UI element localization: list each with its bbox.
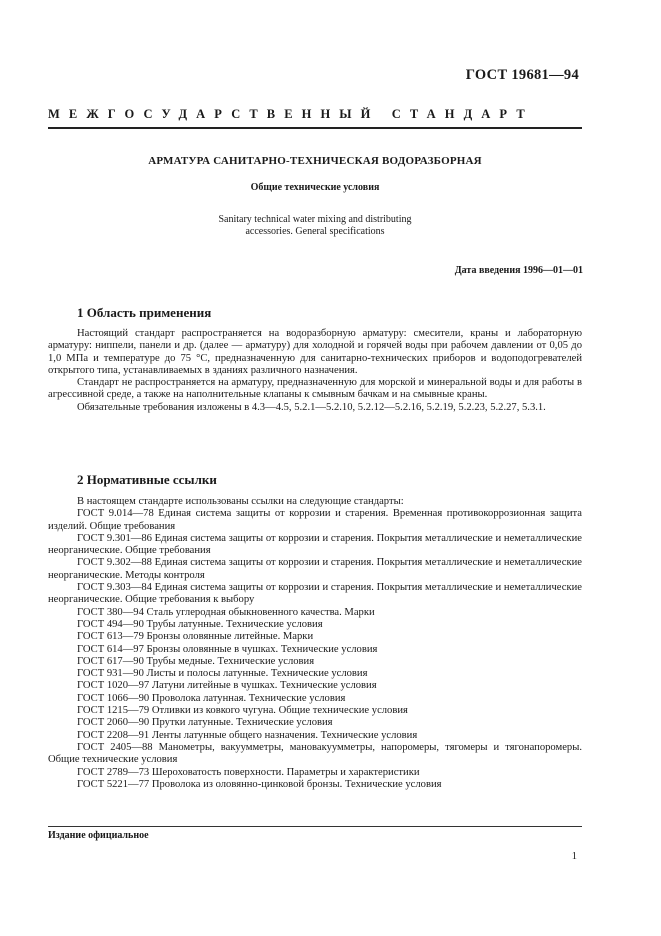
reference-item: ГОСТ 494—90 Трубы латунные. Технические условия <box>77 618 323 630</box>
section-2-heading: 2 Нормативные ссылки <box>77 472 217 487</box>
section-1-paragraph: Стандарт не распространяется на арматуру, предназначенную для морской и минеральной воды и для работы в агрессивной среде, а также на наполнительные клапаны к смывным бачкам и на смывные краны. <box>48 377 582 401</box>
document-subtitle: Общие технические условия <box>250 182 380 193</box>
edition-note: Издание официальное <box>48 830 149 841</box>
reference-item: ГОСТ 1215—79 Отливки из ковкого чугуна. Общие технические условия <box>77 705 408 717</box>
reference-item: ГОСТ 9.301—86 Единая система защиты от коррозии и старения. Покрытия металлические и неметаллические неорганические. Общие требования <box>48 532 582 557</box>
reference-item: ГОСТ 9.302—88 Единая система защиты от коррозии и старения. Покрытия металлические и неметаллические неорганические. Методы контроля <box>48 557 582 581</box>
section-1-body <box>48 328 582 414</box>
document-title: АРМАТУРА САНИТАРНО-ТЕХНИЧЕСКАЯ ВОДОРАЗБОРНАЯ <box>148 155 482 167</box>
reference-item: ГОСТ 931—90 Листы и полосы латунные. Технические условия <box>77 668 368 680</box>
reference-item: ГОСТ 617—90 Трубы медные. Технические условия <box>77 655 315 667</box>
reference-item: ГОСТ 2789—73 Шероховатость поверхности. Параметры и характеристики <box>77 766 420 778</box>
section-2-intro: В настоящем стандарте использованы ссылки на следующие стандарты: <box>77 496 404 507</box>
reference-item: ГОСТ 9.014—78 Единая система защиты от коррозии и старения. Временная противокоррозионная защита изделий. Общие требования <box>48 508 582 532</box>
reference-item: ГОСТ 5221—77 Проволока из оловянно-цинковой бронзы. Технические условия <box>77 778 442 790</box>
reference-item: ГОСТ 380—94 Сталь углеродная обыкновенного качества. Марки <box>77 606 375 618</box>
reference-item: ГОСТ 614—97 Бронзы оловянные в чушках. Технические условия <box>77 643 378 655</box>
section-1-paragraph: Обязательные требования изложены в 4.3—4.5, 5.2.1—5.2.10, 5.2.12—5.2.16, 5.2.19, 5.2.23, 5.2.27, 5.3.1. <box>77 401 546 413</box>
english-title <box>180 214 450 238</box>
reference-item: ГОСТ 2405—88 Манометры, вакуумметры, мановакуумметры, напоромеры, тягомеры и тягонапоромеры. Общие технические условия <box>48 741 582 766</box>
section-2-body <box>48 496 582 791</box>
header-rule <box>48 127 582 129</box>
standard-code: ГОСТ 19681—94 <box>465 67 579 83</box>
english-title-line-2: accessories. General specifications <box>245 226 385 237</box>
standard-type-banner: МЕЖГОСУДАРСТВЕННЫЙ СТАНДАРТ <box>48 107 534 121</box>
reference-item: ГОСТ 1020—97 Латуни литейные в чушках. Технические условия <box>77 680 377 692</box>
reference-item: ГОСТ 613—79 Бронзы оловянные литейные. Марки <box>77 631 314 643</box>
reference-item: ГОСТ 2208—91 Ленты латунные общего назначения. Технические условия <box>77 729 418 741</box>
effective-date: Дата введения 1996—01—01 <box>454 265 583 276</box>
reference-item: ГОСТ 2060—90 Прутки латунные. Технические условия <box>77 717 333 729</box>
page-number: 1 <box>571 851 577 862</box>
footer-rule <box>48 826 582 827</box>
section-1-paragraph: Настоящий стандарт распространяется на водоразборную арматуру: смесители, краны и лабораторную арматуру: ниппели, панели и др. (далее — арматуру) для холодной и горячей воды при рабочем давлении от 0,05 до 1,0 МПа и температуре до 75 °С, предназначенную для санитарно-технических приборов и водоподогревателей открытого типа, устанавливаемых в зданиях различного назначения. <box>48 328 582 376</box>
english-title-line-1: Sanitary technical water mixing and distributing <box>218 214 412 225</box>
reference-item: ГОСТ 1066—90 Проволока латунная. Технические условия <box>77 692 346 704</box>
reference-item: ГОСТ 9.303—84 Единая система защиты от коррозии и старения. Покрытия металлические и неметаллические неорганические. Общие требования к выбору <box>48 582 582 606</box>
section-1-heading: 1 Область применения <box>77 305 212 320</box>
